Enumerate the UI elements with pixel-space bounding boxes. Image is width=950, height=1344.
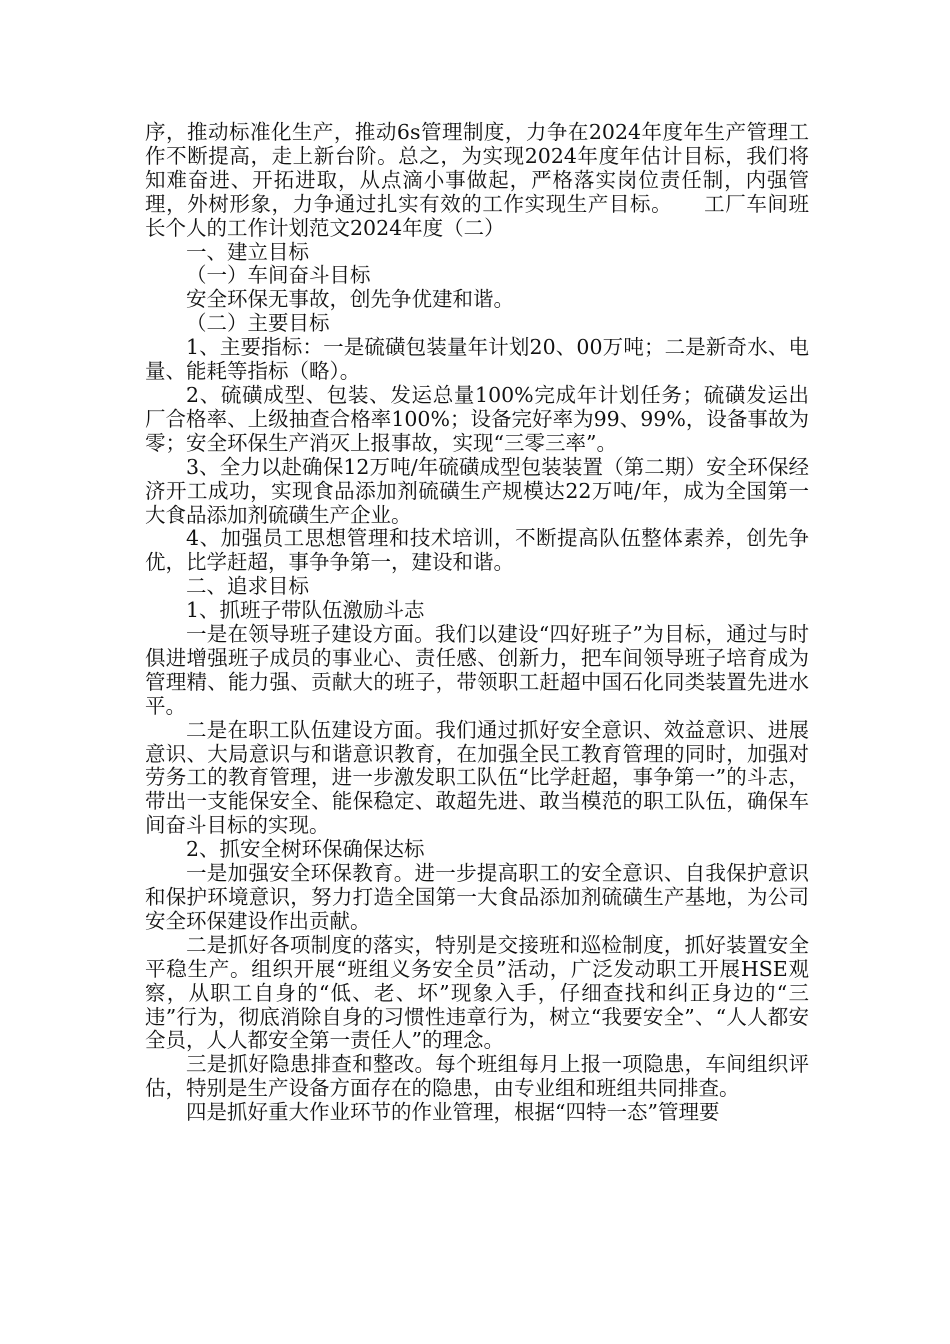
paragraph: 2、抓安全树环保确保达标: [186, 837, 425, 862]
paragraph: 二是抓好各项制度的落实，特别是交接班和巡检制度，抓好装置安全平稳生产。组织开展“班组义务安全员”活动，广泛发动职工开展HSE观察，从职工自身的“低、老、坏”现象入手，仔细查找和纠正身边的“三违”行为，彻底消除自身的习惯性违章行为，树立“我要安全”、“人人都安全员，人人都安全第一责任人”的理念。: [145, 932, 809, 1053]
paragraph: 一是加强安全环保教育。进一步提高职工的安全意识、自我保护意识和保护环境意识，努力打造全国第一大食品添加剂硫磺生产基地，为公司安全环保建设作出贡献。: [145, 861, 809, 933]
paragraph: 三是抓好隐患排查和整改。每个班组每月上报一项隐患，车间组织评估，特别是生产设备方面存在的隐患，由专业组和班组共同排查。: [145, 1052, 809, 1101]
paragraph: 一是在领导班子建设方面。我们以建设“四好班子”为目标，通过与时俱进增强班子成员的事业心、责任感、创新力，把车间领导班子培育成为管理精、能力强、贡献大的班子，带领职工赶超中国石化同类装置先进水平。: [145, 622, 809, 718]
paragraph: 二是在职工队伍建设方面。我们通过抓好安全意识、效益意识、进展意识、大局意识与和谐意识教育，在加强全民工教育管理的同时，加强对劳务工的教育管理，进一步激发职工队伍“比学赶超，事争第一”的斗志，带出一支能保安全、能保稳定、敢超先进、敢当模范的职工队伍，确保车间奋斗目标的实现。: [145, 717, 809, 838]
paragraph: 序，推动标准化生产，推动6s管理制度，力争在2024年度年生产管理工作不断提高，走上新台阶。总之，为实现2024年度年估计目标，我们将知难奋进、开拓进取，从点滴小事做起，严格落实岗位责任制，内强管理，外树形象，力争通过扎实有效的工作实现生产目标。 工厂车间班长个人的工作计划范文2024年度（二）: [145, 120, 809, 240]
paragraph: 四是抓好重大作业环节的作业管理，根据“四特一态”管理要: [186, 1100, 720, 1125]
document-body: [145, 121, 809, 1125]
paragraph: 二、追求目标: [186, 574, 309, 599]
paragraph: 1、抓班子带队伍激励斗志: [186, 598, 425, 623]
paragraph: 1、主要指标：一是硫磺包装量年计划20、00万吨；二是新奇水、电量、能耗等指标（略）。: [145, 335, 809, 384]
paragraph: （二）主要目标: [186, 311, 330, 336]
paragraph: 2、硫磺成型、包装、发运总量100%完成年计划任务；硫磺发运出厂合格率、上级抽查合格率100%；设备完好率为99、99%，设备事故为零；安全环保生产消灭上报事故，实现“三零三率”。: [145, 382, 809, 455]
paragraph: （一）车间奋斗目标: [186, 263, 371, 288]
paragraph: 3、全力以赴确保12万吨/年硫磺成型包装装置（第二期）安全环保经济开工成功，实现食品添加剂硫磺生产规模达22万吨/年，成为全国第一大食品添加剂硫磺生产企业。: [145, 454, 809, 527]
paragraph: 一、建立目标: [186, 239, 309, 264]
paragraph: 安全环保无事故，创先争优建和谐。: [186, 287, 514, 312]
paragraph: 4、加强员工思想管理和技术培训，不断提高队伍整体素养，创先争优，比学赶超，事争争第一，建设和谐。: [145, 526, 809, 575]
